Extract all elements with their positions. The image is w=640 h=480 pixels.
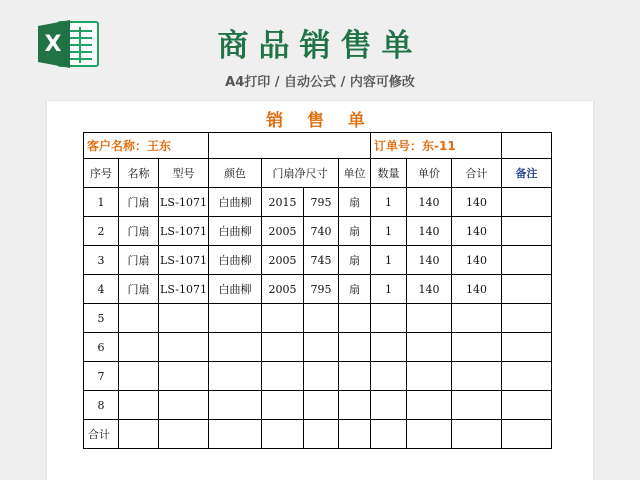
- quantity-cell[interactable]: 1: [371, 217, 407, 246]
- size-height-cell[interactable]: [304, 304, 339, 333]
- line-total-cell[interactable]: [452, 362, 502, 391]
- table-row: [84, 333, 552, 362]
- total-row-cell[interactable]: [159, 420, 209, 449]
- note-cell[interactable]: [502, 188, 552, 217]
- total-row: [84, 420, 552, 449]
- unit-price-cell[interactable]: [407, 333, 452, 362]
- item-name-cell[interactable]: 门扇: [119, 246, 159, 275]
- unit-cell[interactable]: 扇: [339, 275, 371, 304]
- size-width-cell[interactable]: [262, 304, 304, 333]
- unit-price-cell[interactable]: [407, 304, 452, 333]
- table-row: [84, 275, 552, 304]
- size-width-cell[interactable]: [262, 333, 304, 362]
- unit-cell[interactable]: [339, 391, 371, 420]
- line-total-cell[interactable]: 140: [452, 188, 502, 217]
- total-row-cell[interactable]: [502, 420, 552, 449]
- header-size: 门扇净尺寸: [262, 159, 339, 188]
- line-total-cell[interactable]: 140: [452, 246, 502, 275]
- unit-price-cell[interactable]: 140: [407, 188, 452, 217]
- size-height-cell[interactable]: [304, 362, 339, 391]
- header-note: 备注: [502, 159, 552, 188]
- color-cell[interactable]: [209, 333, 262, 362]
- total-row-cell[interactable]: [119, 420, 159, 449]
- size-height-cell[interactable]: 740: [304, 217, 339, 246]
- size-width-cell[interactable]: 2005: [262, 246, 304, 275]
- note-cell[interactable]: [502, 246, 552, 275]
- note-cell[interactable]: [502, 275, 552, 304]
- unit-cell[interactable]: 扇: [339, 188, 371, 217]
- color-cell[interactable]: 白曲柳: [209, 217, 262, 246]
- row-number-cell[interactable]: 2: [84, 217, 119, 246]
- row-number-cell[interactable]: 8: [84, 391, 119, 420]
- note-cell[interactable]: [502, 304, 552, 333]
- unit-price-cell[interactable]: 140: [407, 217, 452, 246]
- unit-cell[interactable]: [339, 304, 371, 333]
- size-height-cell[interactable]: 745: [304, 246, 339, 275]
- customer-row: [84, 133, 552, 159]
- item-name-cell[interactable]: 门扇: [119, 188, 159, 217]
- quantity-cell[interactable]: 1: [371, 275, 407, 304]
- total-row-cell[interactable]: [452, 420, 502, 449]
- model-cell[interactable]: LS-1071: [159, 275, 209, 304]
- page-subtitle: A4打印 / 自动公式 / 内容可修改: [225, 75, 415, 90]
- line-total-cell[interactable]: 140: [452, 217, 502, 246]
- size-width-cell[interactable]: [262, 362, 304, 391]
- line-total-cell[interactable]: [452, 304, 502, 333]
- blank-cell[interactable]: [502, 133, 552, 159]
- header-total: 合计: [452, 159, 502, 188]
- header-no: 序号: [84, 159, 119, 188]
- row-number-cell[interactable]: 5: [84, 304, 119, 333]
- quantity-cell[interactable]: [371, 391, 407, 420]
- total-label-cell[interactable]: 合计: [84, 420, 119, 449]
- item-name-cell[interactable]: [119, 304, 159, 333]
- color-cell[interactable]: 白曲柳: [209, 246, 262, 275]
- item-name-cell[interactable]: [119, 333, 159, 362]
- sales-table: [83, 132, 552, 449]
- line-total-cell[interactable]: 140: [452, 275, 502, 304]
- color-cell[interactable]: [209, 391, 262, 420]
- header-price: 单价: [407, 159, 452, 188]
- quantity-cell[interactable]: 1: [371, 246, 407, 275]
- unit-price-cell[interactable]: [407, 362, 452, 391]
- total-row-cell[interactable]: [339, 420, 371, 449]
- total-row-cell[interactable]: [407, 420, 452, 449]
- blank-cell[interactable]: [209, 133, 371, 159]
- total-row-cell[interactable]: [262, 420, 304, 449]
- row-number-cell[interactable]: 4: [84, 275, 119, 304]
- item-name-cell[interactable]: [119, 391, 159, 420]
- size-height-cell[interactable]: 795: [304, 275, 339, 304]
- item-name-cell[interactable]: [119, 362, 159, 391]
- table-row: [84, 246, 552, 275]
- quantity-cell[interactable]: [371, 362, 407, 391]
- quantity-cell[interactable]: [371, 333, 407, 362]
- table-row: [84, 188, 552, 217]
- column-header-row: [84, 159, 552, 188]
- header-model: 型号: [159, 159, 209, 188]
- row-number-cell[interactable]: 6: [84, 333, 119, 362]
- row-number-cell[interactable]: 1: [84, 188, 119, 217]
- table-row: [84, 362, 552, 391]
- color-cell[interactable]: [209, 304, 262, 333]
- line-total-cell[interactable]: [452, 333, 502, 362]
- size-height-cell[interactable]: 795: [304, 188, 339, 217]
- note-cell[interactable]: [502, 391, 552, 420]
- header-unit: 单位: [339, 159, 371, 188]
- sales-sheet: [47, 101, 593, 480]
- unit-cell[interactable]: [339, 333, 371, 362]
- unit-price-cell[interactable]: 140: [407, 275, 452, 304]
- size-height-cell[interactable]: [304, 391, 339, 420]
- sheet-title: 销 售 单: [266, 111, 374, 131]
- row-number-cell[interactable]: 7: [84, 362, 119, 391]
- table-row: [84, 304, 552, 333]
- svg-text:X: X: [44, 32, 62, 57]
- quantity-cell[interactable]: 1: [371, 188, 407, 217]
- unit-price-cell[interactable]: 140: [407, 246, 452, 275]
- model-cell[interactable]: LS-1071: [159, 246, 209, 275]
- note-cell[interactable]: [502, 217, 552, 246]
- note-cell[interactable]: [502, 333, 552, 362]
- quantity-cell[interactable]: [371, 304, 407, 333]
- note-cell[interactable]: [502, 362, 552, 391]
- model-cell[interactable]: LS-1071: [159, 217, 209, 246]
- size-width-cell[interactable]: 2015: [262, 188, 304, 217]
- item-name-cell[interactable]: 门扇: [119, 217, 159, 246]
- size-width-cell[interactable]: 2005: [262, 275, 304, 304]
- model-cell[interactable]: [159, 391, 209, 420]
- total-row-cell[interactable]: [209, 420, 262, 449]
- unit-price-cell[interactable]: [407, 391, 452, 420]
- header-color: 颜色: [209, 159, 262, 188]
- order-number-cell[interactable]: 订单号：东-11: [371, 133, 502, 159]
- total-row-cell[interactable]: [304, 420, 339, 449]
- model-cell[interactable]: [159, 304, 209, 333]
- item-name-cell[interactable]: 门扇: [119, 275, 159, 304]
- model-cell[interactable]: [159, 333, 209, 362]
- table-row: [84, 217, 552, 246]
- line-total-cell[interactable]: [452, 391, 502, 420]
- size-width-cell[interactable]: [262, 391, 304, 420]
- header-name: 名称: [119, 159, 159, 188]
- customer-name-cell[interactable]: 客户名称：王东: [84, 133, 209, 159]
- page-title: 商品销售单: [217, 28, 423, 64]
- size-width-cell[interactable]: 2005: [262, 217, 304, 246]
- row-number-cell[interactable]: 3: [84, 246, 119, 275]
- unit-cell[interactable]: 扇: [339, 246, 371, 275]
- size-height-cell[interactable]: [304, 333, 339, 362]
- table-row: [84, 391, 552, 420]
- unit-cell[interactable]: 扇: [339, 217, 371, 246]
- model-cell[interactable]: LS-1071: [159, 188, 209, 217]
- header-qty: 数量: [371, 159, 407, 188]
- model-cell[interactable]: [159, 362, 209, 391]
- color-cell[interactable]: 白曲柳: [209, 188, 262, 217]
- unit-cell[interactable]: [339, 362, 371, 391]
- total-row-cell[interactable]: [371, 420, 407, 449]
- color-cell[interactable]: [209, 362, 262, 391]
- color-cell[interactable]: 白曲柳: [209, 275, 262, 304]
